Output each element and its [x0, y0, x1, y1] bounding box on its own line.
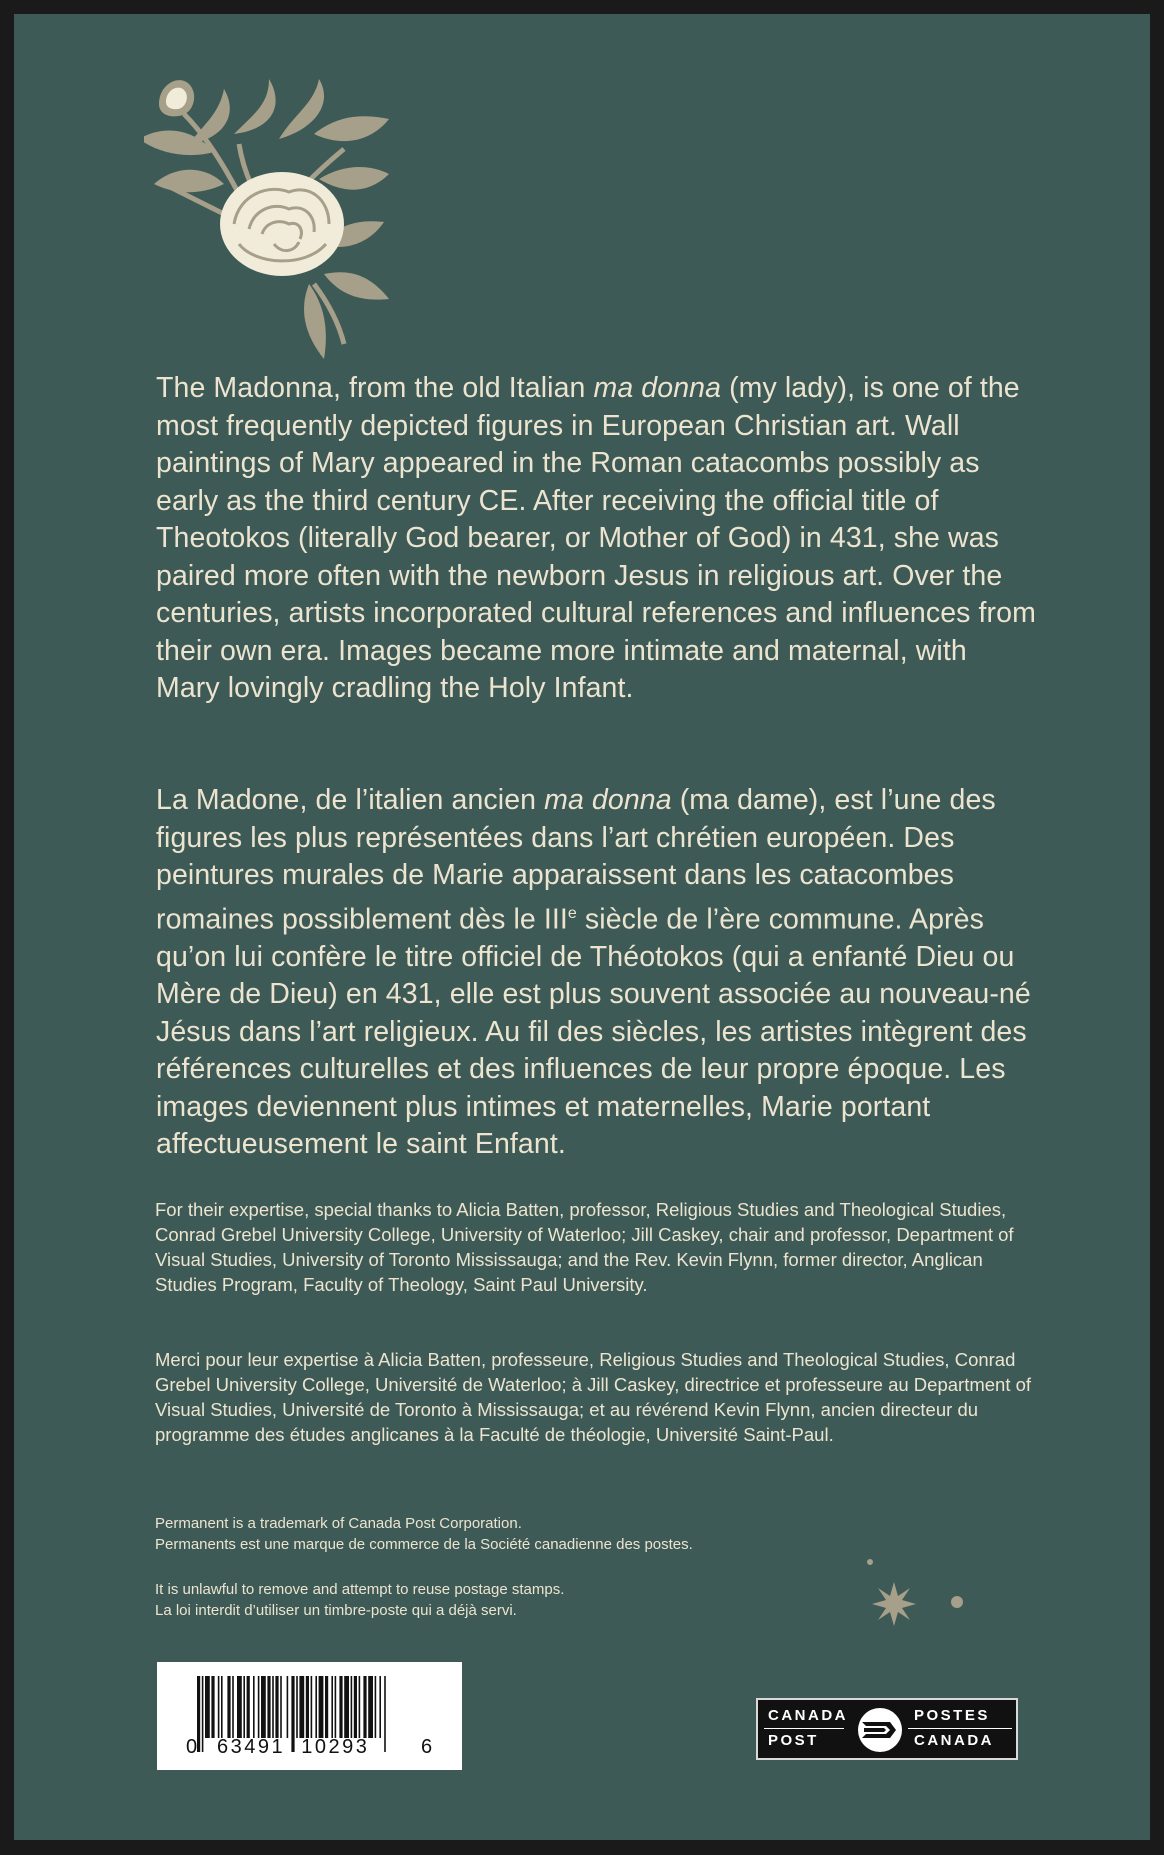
- english-paragraph: [156, 370, 1036, 708]
- barcode-bar: [379, 1676, 381, 1738]
- barcode-bar: [306, 1676, 309, 1738]
- reuse-notice-english: It is unlawful to remove and attempt to reuse postage stamps.: [155, 1581, 565, 1598]
- english-italic-term: ma donna: [593, 372, 722, 404]
- french-text-rest: siècle de l’ère commune. Après qu’on lui confère le titre officiel de Théotokos (qui a enfanté Dieu ou Mère de Dieu) en 431, elle est plus souvent associée au nouveau-né Jésus dans l’art religieux. Au fil des siècles, les artistes intègrent des références culturelles et des influences de leur propre époque. Les images deviennent plus intimes et maternelles, Marie portant affectueusement le saint Enfant.: [156, 903, 1031, 1160]
- trademark-notice-french: Permanents est une marque de commerce de la Société canadienne des postes.: [155, 1535, 693, 1553]
- barcode-bar: [344, 1676, 349, 1738]
- french-italic-term: ma donna: [544, 784, 672, 816]
- barcode-bar: [359, 1676, 361, 1738]
- barcode-bar: [335, 1676, 337, 1738]
- english-text-start: The Madonna, from the old Italian: [156, 372, 594, 404]
- reuse-notice: [155, 1580, 855, 1621]
- reuse-notice-french: La loi interdit d’utiliser un timbre-poste qui a déjà servi.: [155, 1601, 517, 1619]
- barcode-bar: [227, 1676, 230, 1738]
- barcode-bar: [351, 1676, 353, 1738]
- barcode-bar: [354, 1676, 357, 1738]
- barcode-bar: [237, 1676, 242, 1738]
- sparkle-star-icon: [854, 1554, 974, 1644]
- barcode-bar: [339, 1676, 342, 1738]
- barcode-bar: [275, 1676, 278, 1738]
- barcode-bar: [221, 1676, 223, 1738]
- french-text-middle: (ma dame), est l’une des figures les plus représentées dans l’art chrétien européen. Des peintures murales de Marie apparaissent dans les catacombes romaines possiblement dès le III: [156, 784, 996, 935]
- french-superscript: e: [567, 904, 577, 922]
- barcode-bar: [299, 1676, 304, 1738]
- barcode-bar: [315, 1676, 317, 1738]
- barcode-bar: [319, 1676, 324, 1738]
- barcode-left-digit: 0: [186, 1736, 198, 1758]
- english-text-rest: (my lady), is one of the most frequently depicted figures in European Christian art. Wall paintings of Mary appeared in the Roman catacombs possibly as early as the third century CE. After receiving the official title of Theotokos (literally God bearer, or Mother of God) in 431, she was paired more often with the newborn Jesus in religious art. Over the centuries, artists incorporated cultural references and influences from their own era. Images became more intimate and maternal, with Mary lovingly cradling the Holy Infant.: [156, 372, 1036, 704]
- canada-post-logo: [756, 1698, 1018, 1760]
- trademark-notice: [155, 1514, 855, 1555]
- english-description: [156, 370, 1036, 708]
- barcode-right-digit: 6: [421, 1736, 433, 1758]
- barcode-bar: [375, 1676, 377, 1738]
- barcode-bar: [267, 1676, 270, 1738]
- french-paragraph: [156, 782, 1036, 1164]
- rose-ornament-icon: [144, 74, 444, 359]
- barcode-bar: [325, 1676, 328, 1738]
- stamp-booklet-back-cover: [14, 14, 1150, 1840]
- barcode-bar: [311, 1676, 313, 1738]
- barcode-bar: [368, 1676, 373, 1738]
- barcode-bar: [272, 1676, 274, 1738]
- barcode-bar: [331, 1676, 333, 1738]
- barcode-digits: [157, 1736, 462, 1764]
- barcode-bar: [247, 1676, 250, 1738]
- acknowledgements-english: [155, 1197, 1035, 1297]
- barcode-middle-digits: 63491 10293: [217, 1736, 370, 1758]
- barcode-bar: [243, 1676, 245, 1738]
- barcode-bar: [363, 1676, 366, 1738]
- french-description: [156, 782, 1036, 1164]
- logo-canada-en: CANADA: [768, 1707, 848, 1724]
- barcode-bar: [258, 1676, 260, 1738]
- acknowledgements-english-text: For their expertise, special thanks to Alicia Batten, professor, Religious Studies and Theological Studies, Conrad Grebel University College, University of Waterloo; Jill Caskey, chair and professor, Department of Visual Studies, University of Toronto Mississauga; and the Rev. Kevin Flynn, former director, Anglican Studies Program, Faculty of Theology, Saint Paul University.: [155, 1199, 1014, 1295]
- barcode-bar: [287, 1676, 289, 1738]
- logo-postes: POSTES: [914, 1707, 990, 1724]
- logo-divider-left: [764, 1728, 844, 1729]
- barcode-bar: [280, 1676, 282, 1738]
- canada-post-eagle-emblem-icon: [856, 1706, 904, 1754]
- acknowledgements-french: [155, 1347, 1035, 1447]
- logo-post: POST: [768, 1732, 819, 1749]
- barcode-bar: [296, 1676, 298, 1738]
- acknowledgements-french-text: Merci pour leur expertise à Alicia Batten, professeure, Religious Studies and Theological Studies, Conrad Grebel University College, Université de Waterloo; à Jill Caskey, directrice et professeure au Department of Visual Studies, Université de Toronto à Mississauga; et au révérend Kevin Flynn, ancien directeur du programme des études anglicanes à la Faculté de théologie, Université Saint-Paul.: [155, 1349, 1032, 1445]
- barcode-bar: [218, 1676, 220, 1738]
- barcode-bar: [232, 1676, 234, 1738]
- barcode-bar: [261, 1676, 266, 1738]
- barcode-bar: [205, 1676, 210, 1738]
- logo-canada-fr: CANADA: [914, 1732, 994, 1749]
- logo-divider-right: [908, 1728, 1012, 1729]
- trademark-notice-english: Permanent is a trademark of Canada Post Corporation.: [155, 1515, 522, 1532]
- barcode: [157, 1662, 462, 1770]
- barcode-bar: [253, 1676, 255, 1738]
- french-text-start: La Madone, de l’italien ancien: [156, 784, 545, 816]
- barcode-bar: [211, 1676, 214, 1738]
